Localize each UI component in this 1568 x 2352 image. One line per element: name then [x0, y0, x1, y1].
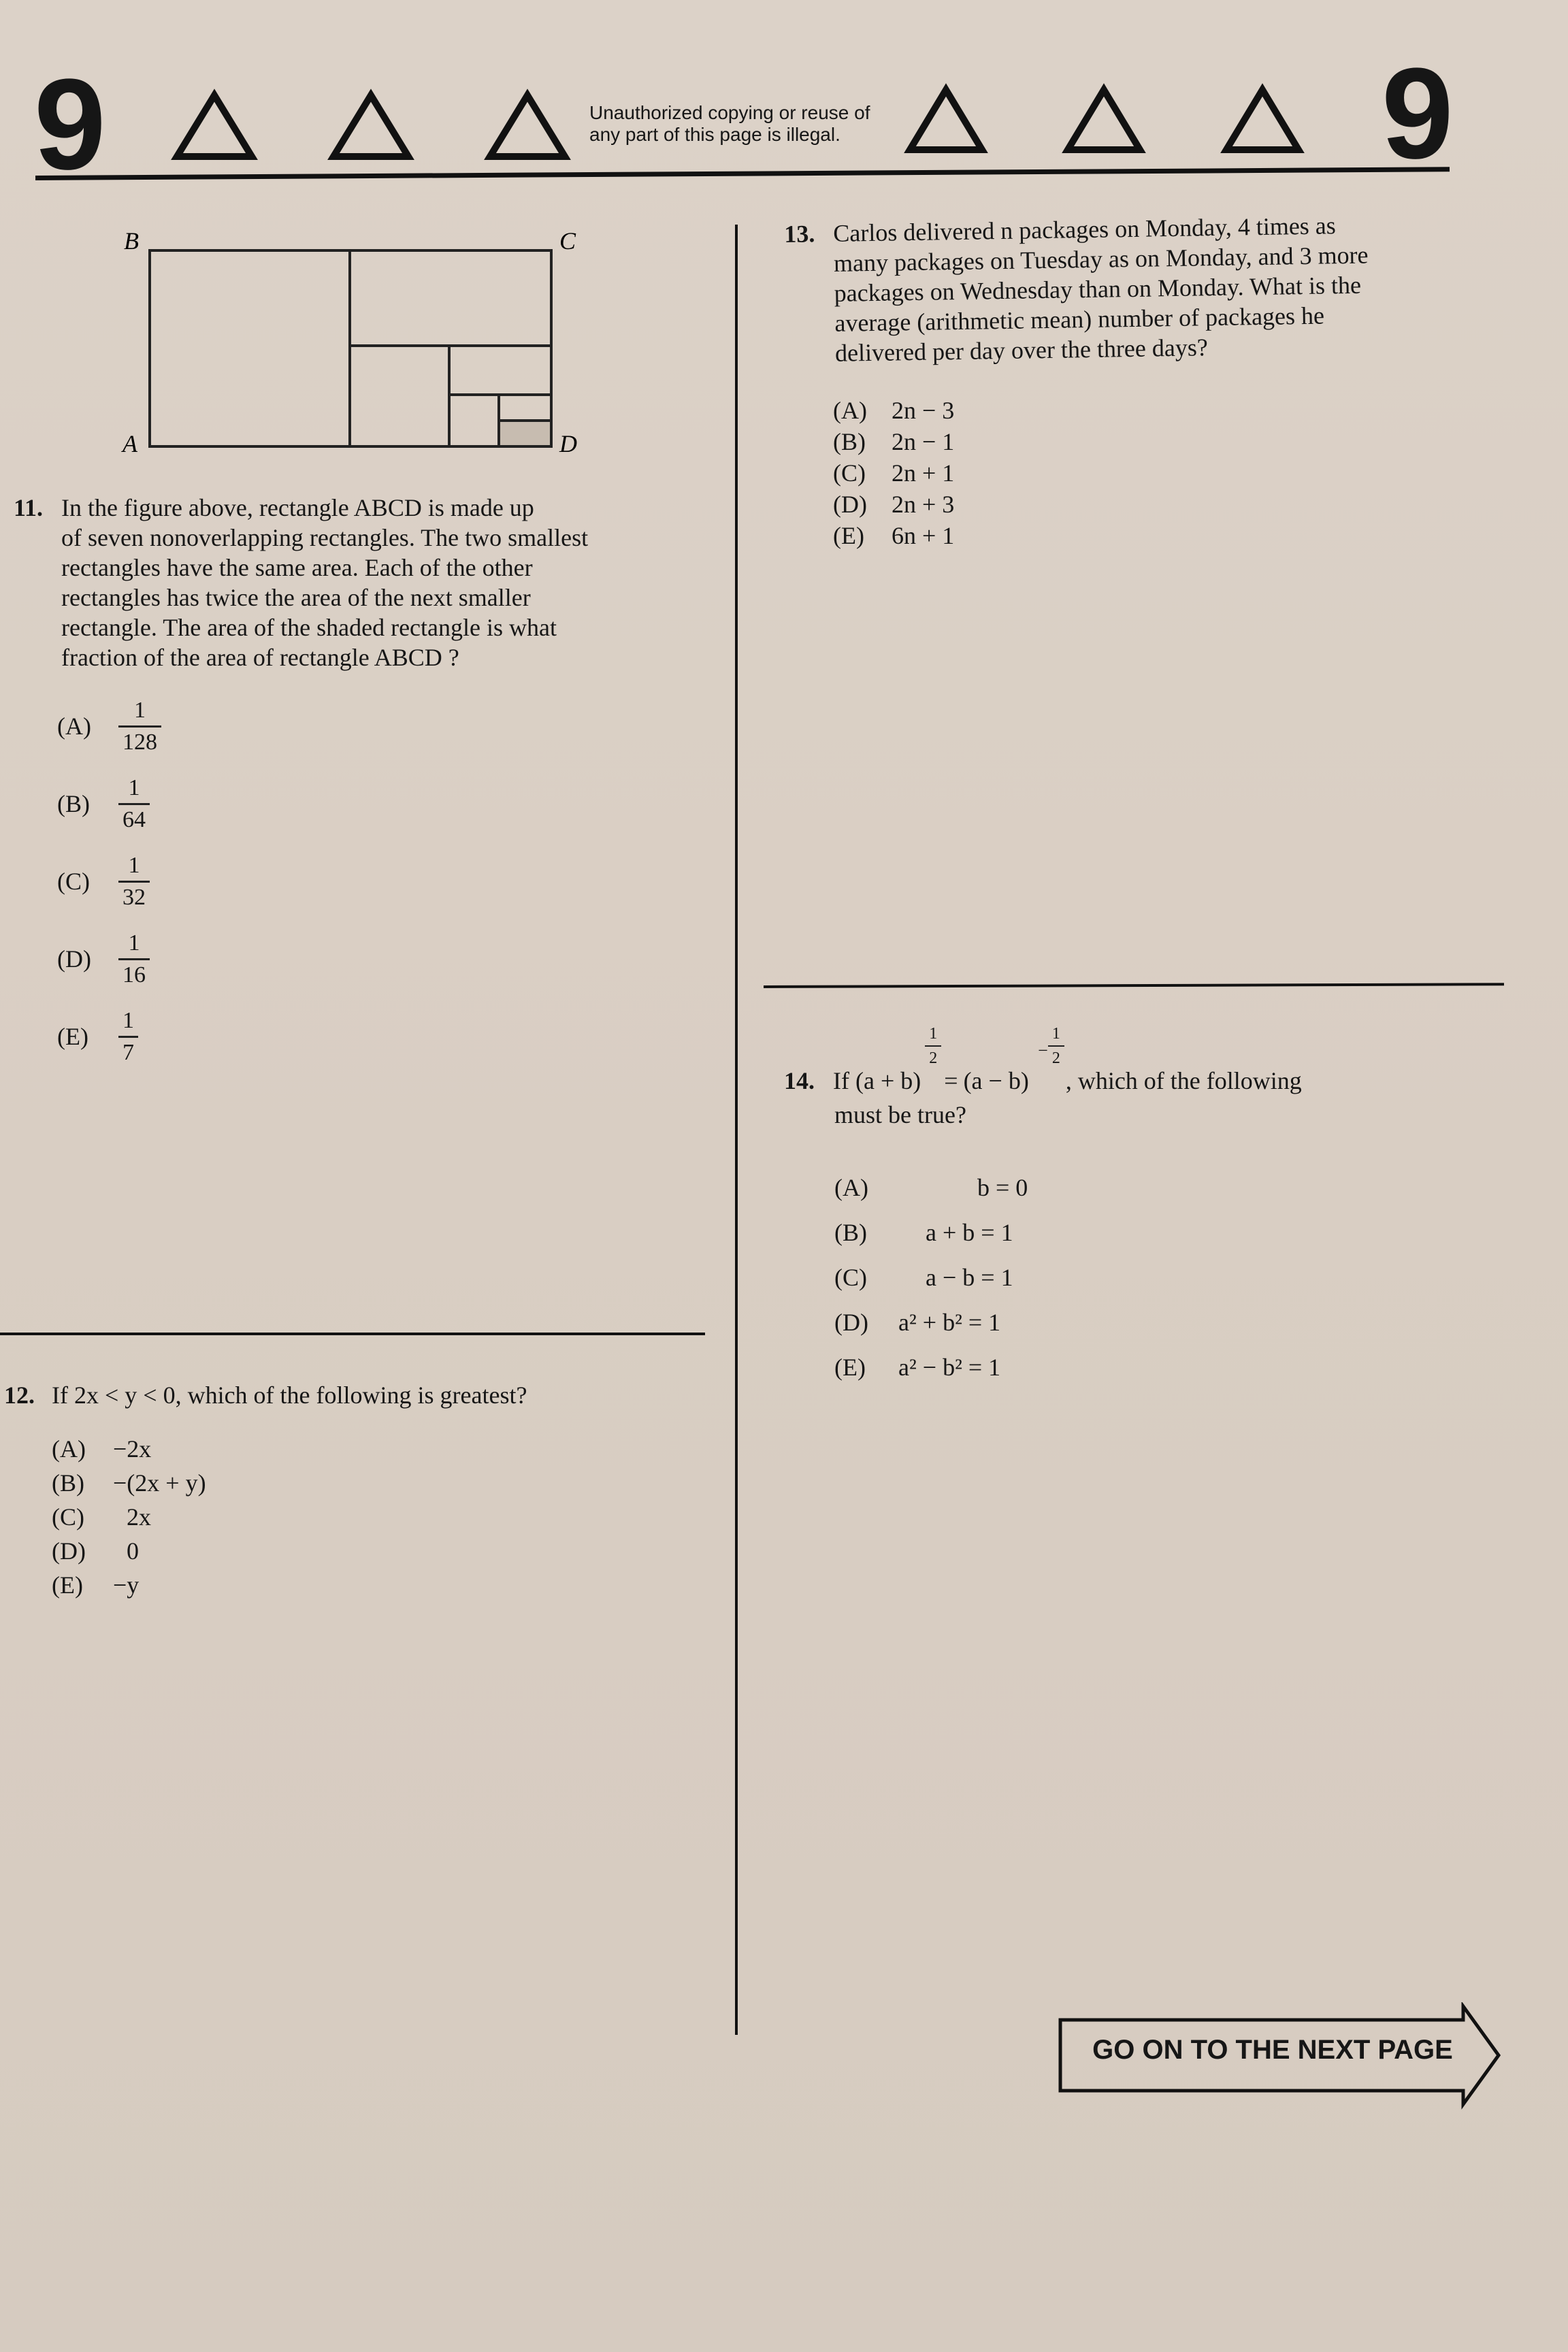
text-which: , which of the following — [1065, 1067, 1302, 1094]
answer-choice[interactable] — [52, 1534, 206, 1568]
choice-label: (E) — [833, 522, 864, 549]
lhs-base: (a + b) — [855, 1067, 921, 1094]
choice-value: 0 — [127, 1537, 139, 1565]
question-line: delivered per day over the three days? — [834, 333, 1209, 367]
question-line: average (arithmetic mean) number of packages he — [834, 301, 1325, 337]
question-number: 13. — [784, 220, 815, 248]
answer-choice[interactable] — [833, 457, 954, 489]
choice-value: b = 0 — [977, 1174, 1028, 1201]
numerator: 1 — [929, 1025, 938, 1043]
triangle-icon — [910, 90, 982, 150]
choice-label: (B) — [833, 428, 866, 455]
choice-label: (A) — [833, 397, 867, 424]
section-rule-left — [0, 1333, 705, 1335]
answer-choice[interactable] — [833, 426, 954, 457]
numerator: 1 — [128, 774, 140, 800]
q13-choices — [833, 395, 954, 551]
fraction — [118, 698, 161, 755]
choice-value: a² + b² = 1 — [898, 1309, 1001, 1336]
rhs-exponent — [1048, 1025, 1064, 1067]
q14-choices — [834, 1165, 1028, 1390]
answer-choice[interactable] — [57, 843, 161, 920]
rhs-expression — [963, 1025, 1066, 1096]
answer-choice[interactable] — [833, 520, 954, 551]
choice-label: (E) — [52, 1571, 83, 1599]
go-on-label: GO ON TO THE NEXT PAGE — [1092, 2035, 1453, 2065]
choice-label: (B) — [57, 790, 90, 817]
choice-label: (B) — [52, 1469, 84, 1497]
label-c: C — [559, 227, 576, 255]
choice-value: a + b = 1 — [926, 1219, 1013, 1246]
answer-choice[interactable] — [833, 395, 954, 426]
choice-label: (D) — [833, 491, 867, 518]
question-number: 14. — [784, 1067, 815, 1094]
choice-label: (E) — [834, 1354, 866, 1381]
answer-choice[interactable] — [52, 1568, 206, 1602]
label-d: D — [559, 430, 577, 457]
choice-value: 6n + 1 — [892, 522, 955, 549]
label-a: A — [122, 430, 137, 457]
answer-choice[interactable] — [52, 1432, 206, 1466]
question-line: must be true? — [834, 1101, 966, 1128]
denominator: 32 — [118, 881, 150, 910]
page-number-right: 9 — [1382, 42, 1454, 186]
choice-label: (A) — [52, 1435, 86, 1463]
label-b: B — [124, 227, 139, 255]
choice-value: −2x — [113, 1435, 152, 1463]
equals-sign: = — [944, 1067, 958, 1094]
question-number: 12. — [4, 1382, 35, 1409]
fraction — [118, 776, 150, 832]
choice-value: a − b = 1 — [926, 1264, 1013, 1291]
answer-choice[interactable] — [52, 1500, 206, 1534]
question-13 — [784, 208, 1507, 369]
question-text — [61, 493, 588, 672]
question-text — [833, 210, 1370, 368]
question-text: If 2x < y < 0, which of the following is greatest? — [52, 1382, 527, 1409]
text-if: If — [833, 1067, 849, 1094]
lhs-expression — [855, 1025, 938, 1096]
triangle-icon — [333, 95, 408, 157]
choice-label: (D) — [57, 945, 91, 973]
choice-value: 2n − 3 — [892, 397, 955, 424]
numerator: 1 — [128, 930, 140, 956]
answer-choice[interactable] — [833, 489, 954, 520]
choice-label: (A) — [57, 713, 91, 740]
denominator: 64 — [118, 803, 150, 832]
answer-choice[interactable] — [834, 1300, 1028, 1345]
choice-label: (D) — [52, 1537, 86, 1565]
choice-label: (B) — [834, 1219, 867, 1246]
question-line: rectangles has twice the area of the next smaller — [61, 584, 531, 611]
answer-choice[interactable] — [57, 998, 161, 1075]
question-line: rectangle. The area of the shaded rectangle is what — [61, 614, 557, 641]
shaded-rectangle — [500, 422, 550, 445]
choice-label: (E) — [57, 1023, 88, 1050]
choice-label: (C) — [834, 1264, 867, 1291]
choice-value: 2n + 3 — [892, 491, 955, 518]
numerator: 1 — [1051, 1025, 1060, 1043]
choice-value: 2n + 1 — [892, 459, 955, 487]
question-line: of seven nonoverlapping rectangles. The two smallest — [61, 524, 589, 551]
fraction — [118, 931, 150, 987]
rectangle-figure — [116, 225, 606, 463]
answer-choice[interactable] — [834, 1345, 1028, 1390]
choice-value: 2x — [127, 1503, 151, 1531]
choice-value: −(2x + y) — [113, 1469, 206, 1497]
page-number-left: 9 — [34, 52, 106, 197]
question-number: 11. — [14, 494, 44, 521]
column-divider — [735, 225, 738, 2035]
notice-line-2: any part of this page is illegal. — [589, 124, 840, 145]
answer-choice[interactable] — [57, 920, 161, 998]
choice-label: (A) — [834, 1174, 868, 1201]
triangle-icon — [1226, 90, 1298, 150]
answer-choice[interactable] — [57, 687, 161, 765]
header-triangles-left — [170, 88, 612, 163]
question-line: packages on Wednesday than on Monday. What is the — [834, 271, 1362, 307]
numerator: 1 — [122, 1007, 134, 1033]
header-rule — [35, 167, 1450, 180]
fraction — [118, 1009, 138, 1065]
denominator: 2 — [1048, 1045, 1064, 1067]
question-line: many packages on Tuesday as on Monday, and 3 more — [833, 241, 1369, 277]
minus-sign: − — [1038, 1041, 1048, 1060]
choice-value: 2n − 1 — [892, 428, 955, 455]
choice-label: (C) — [52, 1503, 84, 1531]
notice-line-1: Unauthorized copying or reuse of — [589, 102, 870, 123]
header-triangles-right — [902, 82, 1337, 157]
question-12 — [4, 1380, 725, 1410]
denominator: 7 — [118, 1036, 138, 1065]
section-rule-right — [764, 983, 1504, 988]
choice-value: −y — [113, 1571, 140, 1599]
copyright-notice — [589, 102, 870, 146]
question-line: Carlos delivered n packages on Monday, 4 times as — [833, 212, 1337, 247]
q11-choices — [57, 687, 161, 1075]
lhs-exponent — [925, 1025, 941, 1067]
choice-label: (C) — [57, 868, 90, 895]
triangle-icon — [177, 95, 252, 157]
choice-label: (C) — [833, 459, 866, 487]
question-line: fraction of the area of rectangle ABCD ? — [61, 644, 459, 671]
question-line: rectangles have the same area. Each of the other — [61, 554, 533, 581]
triangle-icon — [1068, 90, 1140, 150]
choice-value: a² − b² = 1 — [898, 1354, 1001, 1381]
question-11 — [14, 493, 708, 672]
rhs-base: (a − b) — [963, 1067, 1029, 1094]
question-line: In the figure above, rectangle ABCD is made up — [61, 494, 534, 521]
fraction — [118, 853, 150, 910]
answer-choice[interactable] — [834, 1255, 1028, 1300]
numerator: 1 — [134, 697, 146, 723]
answer-choice[interactable] — [52, 1466, 206, 1500]
numerator: 1 — [128, 852, 140, 878]
denominator: 128 — [118, 725, 161, 755]
question-14 — [784, 1025, 1519, 1130]
triangle-icon — [490, 95, 565, 157]
answer-choice[interactable] — [834, 1165, 1028, 1210]
answer-choice[interactable] — [57, 765, 161, 843]
denominator: 2 — [925, 1045, 941, 1067]
choice-label: (D) — [834, 1309, 868, 1336]
denominator: 16 — [118, 958, 150, 987]
answer-choice[interactable] — [834, 1210, 1028, 1255]
q12-choices — [52, 1432, 206, 1602]
